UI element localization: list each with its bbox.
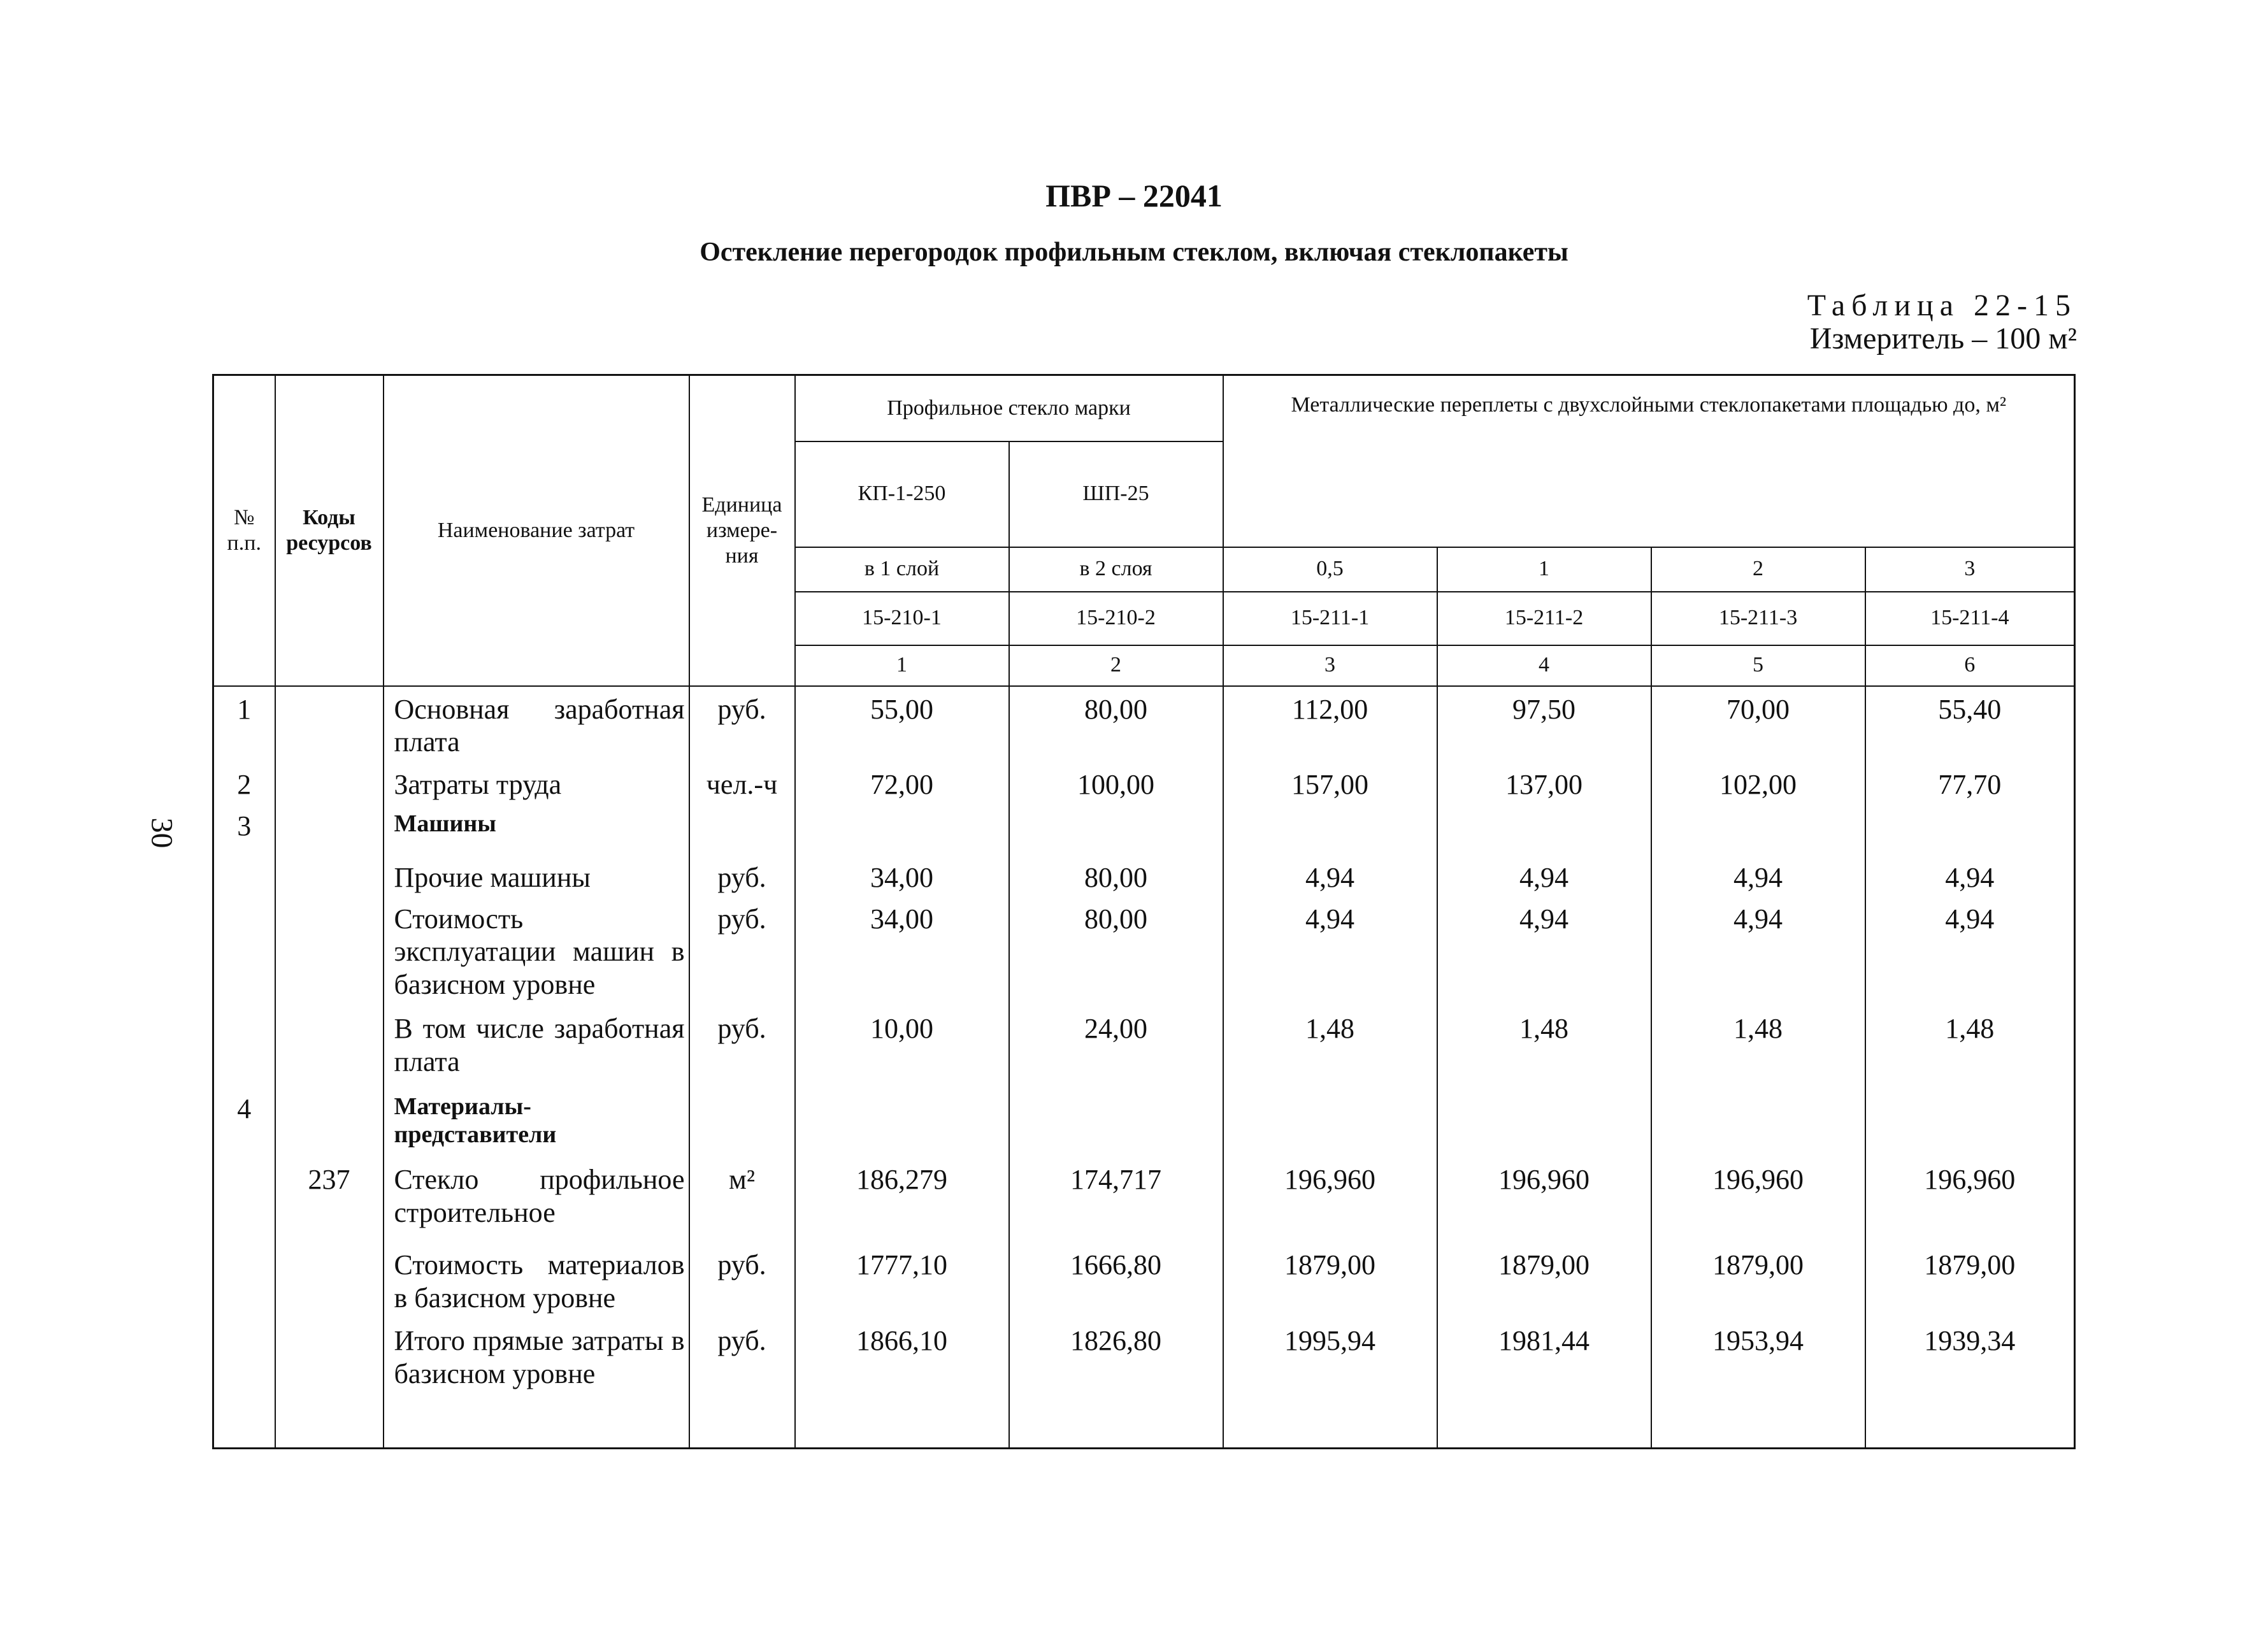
resource-code xyxy=(275,686,384,763)
header-unit: Единица измере- ния xyxy=(689,375,795,686)
value-cell: 112,00 xyxy=(1223,686,1437,763)
table-row xyxy=(213,1157,2075,1242)
header-sub: в 2 слоя xyxy=(1009,547,1223,592)
resource-code xyxy=(275,1242,384,1318)
value-cell: 4,94 xyxy=(1437,896,1651,1006)
value-cell: 1666,80 xyxy=(1009,1242,1223,1318)
unit-of-measure: руб. xyxy=(689,896,795,1006)
value-cell: 80,00 xyxy=(1009,855,1223,896)
value-cell: 4,94 xyxy=(1651,896,1865,1006)
document-title: ПВР – 22041 xyxy=(1045,178,1223,213)
value-cell: 1879,00 xyxy=(1437,1242,1651,1318)
table-measure: Измеритель – 100 м² xyxy=(1809,322,2077,355)
header-column-index: 1 xyxy=(795,645,1009,686)
value-cell: 4,94 xyxy=(1865,896,2075,1006)
resource-code xyxy=(275,1006,384,1086)
cost-name: Стоимость эксплуатации машин в базисном уровне xyxy=(384,896,689,1006)
header-mark: ШП-25 xyxy=(1009,441,1223,547)
value-cell: 1866,10 xyxy=(795,1318,1009,1449)
unit-of-measure xyxy=(689,1086,795,1158)
value-cell: 24,00 xyxy=(1009,1006,1223,1086)
unit-of-measure: руб. xyxy=(689,686,795,763)
value-cell xyxy=(1223,1086,1437,1158)
row-number xyxy=(213,855,275,896)
value-cell xyxy=(1865,1086,2075,1158)
resource-code xyxy=(275,803,384,855)
row-number xyxy=(213,1242,275,1318)
table-row xyxy=(213,855,2075,896)
value-cell: 100,00 xyxy=(1009,762,1223,803)
cost-name: Итого прямые затраты в базисном уровне xyxy=(384,1318,689,1449)
resource-code: 237 xyxy=(275,1157,384,1242)
value-cell: 4,94 xyxy=(1437,855,1651,896)
value-cell: 1981,44 xyxy=(1437,1318,1651,1449)
header-norm-code: 15-210-1 xyxy=(795,592,1009,645)
value-cell: 10,00 xyxy=(795,1006,1009,1086)
row-number: 2 xyxy=(213,762,275,803)
value-cell: 1995,94 xyxy=(1223,1318,1437,1449)
table-row xyxy=(213,896,2075,1006)
row-number xyxy=(213,896,275,1006)
value-cell: 80,00 xyxy=(1009,896,1223,1006)
row-number xyxy=(213,1318,275,1449)
value-cell: 196,960 xyxy=(1223,1157,1437,1242)
value-cell xyxy=(1009,803,1223,855)
value-cell: 1826,80 xyxy=(1009,1318,1223,1449)
unit-of-measure: руб. xyxy=(689,855,795,896)
table-row xyxy=(213,1006,2075,1086)
value-cell xyxy=(1223,803,1437,855)
header-name: Наименование затрат xyxy=(384,375,689,686)
value-cell: 4,94 xyxy=(1223,855,1437,896)
value-cell: 4,94 xyxy=(1223,896,1437,1006)
resource-code xyxy=(275,896,384,1006)
value-cell: 4,94 xyxy=(1865,855,2075,896)
page-number: 30 xyxy=(145,817,179,849)
cost-name: В том числе заработная плата xyxy=(384,1006,689,1086)
value-cell: 55,00 xyxy=(795,686,1009,763)
value-cell xyxy=(795,1086,1009,1158)
header-sub: в 1 слой xyxy=(795,547,1009,592)
value-cell: 1879,00 xyxy=(1651,1242,1865,1318)
cost-name: Прочие машины xyxy=(384,855,689,896)
value-cell: 1,48 xyxy=(1437,1006,1651,1086)
cost-name: Машины xyxy=(384,803,689,855)
resource-code xyxy=(275,762,384,803)
header-norm-code: 15-210-2 xyxy=(1009,592,1223,645)
value-cell: 80,00 xyxy=(1009,686,1223,763)
header-norm-code: 15-211-1 xyxy=(1223,592,1437,645)
header-group-profile-glass: Профильное стекло марки xyxy=(795,375,1223,441)
cost-name: Основная заработная плата xyxy=(384,686,689,763)
unit-of-measure: м² xyxy=(689,1157,795,1242)
header-norm-code: 15-211-3 xyxy=(1651,592,1865,645)
unit-of-measure: руб. xyxy=(689,1242,795,1318)
value-cell: 34,00 xyxy=(795,896,1009,1006)
table-row xyxy=(213,1242,2075,1318)
header-sub: 2 xyxy=(1651,547,1865,592)
header-mark: КП-1-250 xyxy=(795,441,1009,547)
value-cell: 1939,34 xyxy=(1865,1318,2075,1449)
row-number: 1 xyxy=(213,686,275,763)
value-cell xyxy=(1651,803,1865,855)
table-row xyxy=(213,762,2075,803)
header-norm-code: 15-211-4 xyxy=(1865,592,2075,645)
header-column-index: 5 xyxy=(1651,645,1865,686)
value-cell: 70,00 xyxy=(1651,686,1865,763)
value-cell: 196,960 xyxy=(1437,1157,1651,1242)
unit-of-measure: руб. xyxy=(689,1318,795,1449)
cost-name: Затраты труда xyxy=(384,762,689,803)
table-body xyxy=(213,686,2075,1449)
resource-table xyxy=(212,374,2076,1449)
value-cell: 4,94 xyxy=(1651,855,1865,896)
cost-name: Стоимость материалов в базисном уровне xyxy=(384,1242,689,1318)
value-cell: 186,279 xyxy=(795,1157,1009,1242)
header-sub: 0,5 xyxy=(1223,547,1437,592)
header-codes: Коды ресурсов xyxy=(275,375,384,686)
cost-name: Материалы-представители xyxy=(384,1086,689,1158)
value-cell: 137,00 xyxy=(1437,762,1651,803)
value-cell: 77,70 xyxy=(1865,762,2075,803)
header-sub: 1 xyxy=(1437,547,1651,592)
cost-name: Стекло профильное строительное xyxy=(384,1157,689,1242)
value-cell xyxy=(1437,1086,1651,1158)
row-number xyxy=(213,1157,275,1242)
value-cell: 196,960 xyxy=(1651,1157,1865,1242)
header-num: № п.п. xyxy=(213,375,275,686)
value-cell: 1,48 xyxy=(1223,1006,1437,1086)
table-row xyxy=(213,1318,2075,1449)
resource-code xyxy=(275,1318,384,1449)
unit-of-measure xyxy=(689,803,795,855)
value-cell: 1,48 xyxy=(1865,1006,2075,1086)
value-cell xyxy=(1009,1086,1223,1158)
document-subtitle: Остекление перегородок профильным стеклом, включая стеклопакеты xyxy=(700,238,1568,267)
table-row xyxy=(213,803,2075,855)
resource-code xyxy=(275,855,384,896)
value-cell xyxy=(1437,803,1651,855)
value-cell: 102,00 xyxy=(1651,762,1865,803)
value-cell: 55,40 xyxy=(1865,686,2075,763)
value-cell: 1879,00 xyxy=(1865,1242,2075,1318)
header-column-index: 3 xyxy=(1223,645,1437,686)
header-column-index: 6 xyxy=(1865,645,2075,686)
value-cell xyxy=(1865,803,2075,855)
table-row xyxy=(213,1086,2075,1158)
row-number: 3 xyxy=(213,803,275,855)
unit-of-measure: руб. xyxy=(689,1006,795,1086)
table-row xyxy=(213,686,2075,763)
header-column-index: 4 xyxy=(1437,645,1651,686)
resource-code xyxy=(275,1086,384,1158)
value-cell: 1953,94 xyxy=(1651,1318,1865,1449)
header-column-index: 2 xyxy=(1009,645,1223,686)
value-cell: 72,00 xyxy=(795,762,1009,803)
unit-of-measure: чел.-ч xyxy=(689,762,795,803)
value-cell xyxy=(1651,1086,1865,1158)
header-group-metal-frames: Металлические переплеты с двухслойными стеклопакетами площадью до, м² xyxy=(1223,375,2075,547)
value-cell: 1879,00 xyxy=(1223,1242,1437,1318)
value-cell: 174,717 xyxy=(1009,1157,1223,1242)
table-label: Таблица 22-15 xyxy=(1807,289,2077,322)
value-cell: 97,50 xyxy=(1437,686,1651,763)
value-cell xyxy=(795,803,1009,855)
row-number: 4 xyxy=(213,1086,275,1158)
value-cell: 1,48 xyxy=(1651,1006,1865,1086)
value-cell: 1777,10 xyxy=(795,1242,1009,1318)
header-sub: 3 xyxy=(1865,547,2075,592)
row-number xyxy=(213,1006,275,1086)
value-cell: 34,00 xyxy=(795,855,1009,896)
header-norm-code: 15-211-2 xyxy=(1437,592,1651,645)
value-cell: 196,960 xyxy=(1865,1157,2075,1242)
value-cell: 157,00 xyxy=(1223,762,1437,803)
